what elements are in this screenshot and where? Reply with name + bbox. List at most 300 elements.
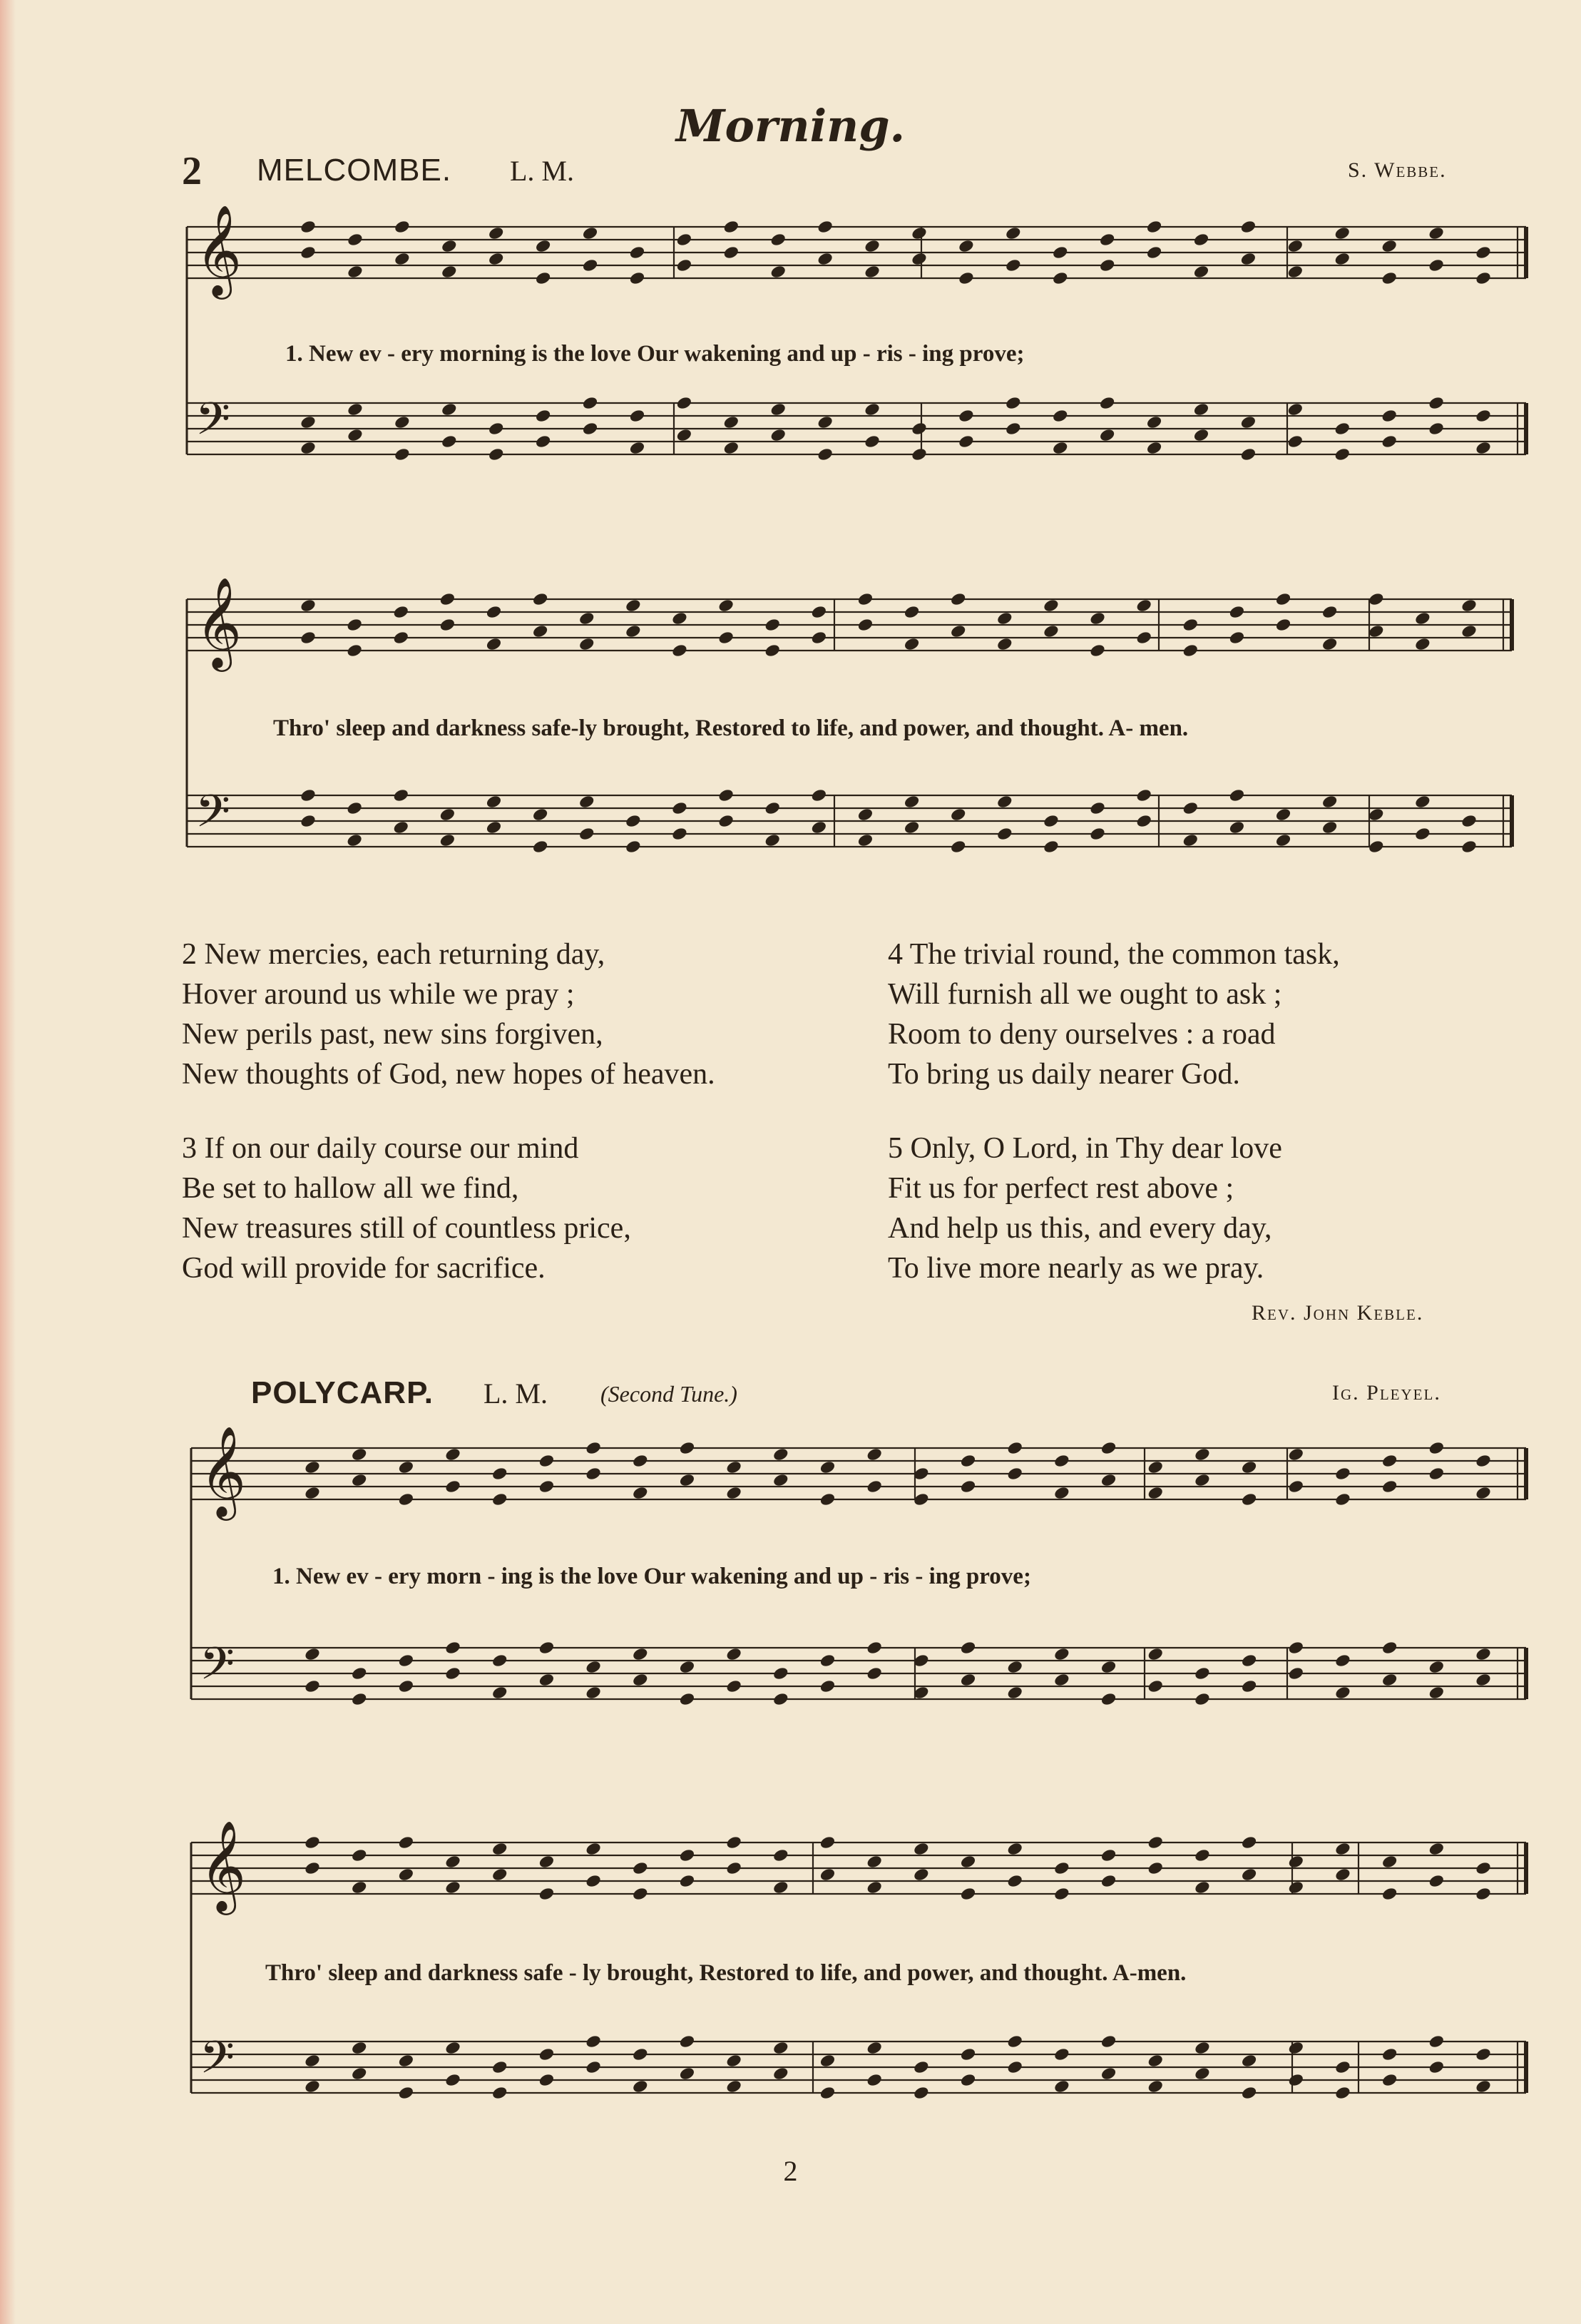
note-head [725, 1646, 742, 1661]
note-head [625, 623, 642, 638]
note-head [1228, 630, 1245, 645]
stanza-line: To bring us daily nearer God. [888, 1058, 1240, 1091]
note-head [1321, 794, 1339, 809]
treble-clef-icon: 𝄞 [195, 204, 242, 295]
note-head [1475, 2079, 1492, 2094]
note-head [1287, 1666, 1304, 1681]
note-head [532, 807, 549, 822]
note-head [996, 794, 1013, 809]
note-head [1475, 1860, 1492, 1875]
note-head [866, 1640, 883, 1655]
note-head [1381, 2047, 1398, 2061]
note-head [625, 839, 642, 854]
note-head [950, 623, 967, 638]
note-head [1475, 1886, 1492, 1901]
note-head [394, 414, 411, 429]
stanza-line: New treasures still of countless price, [182, 1212, 631, 1245]
note-head [1381, 270, 1398, 285]
note-head [1334, 421, 1351, 436]
note-head [1428, 2034, 1445, 2049]
note-head [444, 1854, 461, 1869]
note-head [1053, 1672, 1070, 1687]
note-head [866, 1854, 883, 1869]
stanza-line: Fit us for perfect rest above ; [888, 1172, 1234, 1205]
note-head [351, 2040, 368, 2055]
note-head [819, 1653, 836, 1668]
note-head [397, 1459, 414, 1474]
note-head [1100, 1691, 1117, 1706]
note-head [1475, 2047, 1492, 2061]
note-head [1241, 1835, 1258, 1850]
stanza-line: God will provide for sacrifice. [182, 1252, 546, 1285]
stanza-3 [182, 1128, 631, 1288]
note-head [535, 408, 552, 423]
note-head [632, 1860, 649, 1875]
note-head [678, 1659, 695, 1674]
stanza-5 [888, 1128, 1282, 1288]
note-head [1286, 264, 1304, 279]
note-head [1053, 1646, 1070, 1661]
note-head [1089, 611, 1106, 626]
note-head [625, 598, 642, 613]
note-head [538, 1672, 555, 1687]
note-head [1053, 1886, 1070, 1901]
note-head [1146, 440, 1163, 455]
note-head [1147, 1860, 1164, 1875]
note-head [1194, 2066, 1211, 2081]
note-head [866, 1479, 883, 1494]
note-head [764, 800, 781, 815]
note-head [578, 611, 595, 626]
note-head [538, 1886, 555, 1901]
note-head [441, 402, 458, 417]
note-head [491, 1492, 508, 1507]
note-head [817, 219, 834, 234]
note-head [1475, 440, 1492, 455]
note-head [678, 2066, 695, 2081]
note-head [351, 2066, 368, 2081]
note-head [300, 219, 317, 234]
note-head [913, 1867, 930, 1882]
note-head [1005, 258, 1022, 272]
note-head [1100, 1848, 1117, 1862]
note-head [996, 826, 1013, 841]
note-head [628, 270, 645, 285]
note-head [1287, 1854, 1304, 1869]
note-head [1146, 245, 1163, 260]
note-head [911, 421, 928, 436]
note-head [439, 591, 456, 606]
note-head [913, 1841, 930, 1856]
note-head [585, 2059, 602, 2074]
note-head [444, 1479, 461, 1494]
note-head [1241, 1653, 1258, 1668]
note-head [817, 414, 834, 429]
note-head [1005, 225, 1022, 240]
bass-clef-icon: 𝄢 [195, 392, 230, 456]
note-head [717, 813, 735, 828]
note-head [675, 232, 692, 247]
note-head [810, 820, 827, 835]
note-head [1006, 1685, 1023, 1700]
note-head [1146, 414, 1163, 429]
note-head [1053, 2047, 1070, 2061]
treble-clef-icon: 𝄞 [200, 1820, 247, 1911]
note-head [1241, 1459, 1258, 1474]
note-head [1147, 1459, 1164, 1474]
tune-name-polycarp: POLYCARP. [251, 1375, 434, 1410]
note-head [394, 447, 411, 462]
note-head [717, 788, 735, 802]
note-head [1428, 1873, 1445, 1888]
note-head [769, 427, 787, 442]
bass-clef-icon: 𝄢 [200, 1637, 235, 1701]
author-credit: Rev. John Keble. [1252, 1301, 1424, 1325]
note-head [904, 636, 921, 651]
note-head [722, 414, 740, 429]
note-head [1287, 1479, 1304, 1494]
note-head [864, 434, 881, 449]
stanza-line: 5 Only, O Lord, in Thy dear love [888, 1132, 1282, 1165]
note-head [678, 1472, 695, 1487]
note-head [394, 219, 411, 234]
note-head [347, 402, 364, 417]
note-head [585, 1440, 602, 1455]
note-head [394, 251, 411, 266]
note-head [304, 1459, 321, 1474]
note-head [950, 839, 967, 854]
note-head [300, 440, 317, 455]
note-head [585, 2034, 602, 2049]
section-title: Morning. [675, 100, 906, 152]
note-head [1005, 421, 1022, 436]
note-head [722, 440, 740, 455]
note-head [678, 2034, 695, 2049]
note-head [397, 2085, 414, 2100]
note-head [1460, 839, 1478, 854]
note-head [347, 264, 364, 279]
note-head [764, 617, 781, 632]
note-head [866, 1666, 883, 1681]
note-head [725, 1835, 742, 1850]
note-head [538, 1453, 555, 1468]
note-head [1241, 1867, 1258, 1882]
stanza-line: New perils past, new sins forgiven, [182, 1018, 603, 1051]
note-head [1286, 434, 1304, 449]
note-head [397, 1653, 414, 1668]
note-head [996, 611, 1013, 626]
note-head [538, 1854, 555, 1869]
note-head [347, 427, 364, 442]
note-head [532, 623, 549, 638]
note-head [1099, 258, 1116, 272]
note-head [819, 1678, 836, 1693]
note-head [585, 1841, 602, 1856]
note-head [1321, 604, 1339, 619]
hymn1-lyric-line1: 1. New ev - ery morning is the love Our wakening and up - ris - ing prove; [285, 341, 1025, 367]
note-head [1428, 1659, 1445, 1674]
note-head [625, 813, 642, 828]
note-head [675, 427, 692, 442]
note-head [304, 2053, 321, 2068]
note-head [1239, 251, 1257, 266]
note-head [1006, 1841, 1023, 1856]
note-head [904, 794, 921, 809]
note-head [491, 1867, 508, 1882]
note-head [1475, 270, 1492, 285]
note-head [1241, 1678, 1258, 1693]
note-head [1428, 1685, 1445, 1700]
hymn2-lyric-line1: 1. New ev - ery morn - ing is the love Our wakening and up - ris - ing prove; [272, 1564, 1031, 1589]
note-head [1100, 1873, 1117, 1888]
note-head [485, 636, 502, 651]
note-head [581, 395, 598, 410]
note-head [772, 1666, 789, 1681]
note-head [1194, 1848, 1211, 1862]
note-head [856, 807, 874, 822]
note-head [772, 1691, 789, 1706]
stanza-line: 2 New mercies, each returning day, [182, 938, 605, 971]
note-head [397, 1678, 414, 1693]
note-head [1147, 1678, 1164, 1693]
note-head [1368, 591, 1385, 606]
note-head [1239, 219, 1257, 234]
note-head [1381, 1640, 1398, 1655]
note-head [817, 251, 834, 266]
note-head [1228, 604, 1245, 619]
note-head [1368, 623, 1385, 638]
note-head [304, 2079, 321, 2094]
note-head [632, 1453, 649, 1468]
stanza-line: Hover around us while we pray ; [182, 978, 575, 1011]
note-head [632, 2079, 649, 2094]
note-head [441, 434, 458, 449]
note-head [1006, 2034, 1023, 2049]
note-head [1321, 820, 1339, 835]
note-head [671, 643, 688, 658]
note-head [772, 2066, 789, 2081]
note-head [491, 1653, 508, 1668]
note-head [1414, 826, 1431, 841]
note-head [441, 238, 458, 253]
note-head [1287, 2072, 1304, 2087]
note-head [1147, 1646, 1164, 1661]
stanza-line: 3 If on our daily course our mind [182, 1132, 579, 1165]
note-head [300, 414, 317, 429]
note-head [819, 1459, 836, 1474]
note-head [1334, 1466, 1351, 1481]
note-head [1428, 1440, 1445, 1455]
note-head [911, 225, 928, 240]
note-head [1381, 1453, 1398, 1468]
note-head [722, 219, 740, 234]
note-head [1460, 598, 1478, 613]
note-head [1334, 2059, 1351, 2074]
note-head [346, 800, 363, 815]
note-head [346, 617, 363, 632]
note-head [1099, 232, 1116, 247]
note-head [1368, 807, 1385, 822]
note-head [1053, 1860, 1070, 1875]
note-head [1194, 1691, 1211, 1706]
note-head [1475, 408, 1492, 423]
hymn-number: 2 [182, 149, 202, 193]
note-head [819, 2053, 836, 2068]
note-head [1414, 636, 1431, 651]
bass-clef-icon: 𝄢 [195, 785, 230, 848]
note-head [397, 2053, 414, 2068]
note-head [444, 1447, 461, 1462]
note-head [300, 245, 317, 260]
stanza-line: Room to deny ourselves : a road [888, 1018, 1276, 1051]
note-head [1381, 1886, 1398, 1901]
note-head [675, 258, 692, 272]
note-head [725, 1678, 742, 1693]
note-head [1428, 421, 1445, 436]
note-head [1475, 1672, 1492, 1687]
treble-clef-icon: 𝄞 [200, 1425, 247, 1517]
note-head [532, 591, 549, 606]
note-head [1334, 2085, 1351, 2100]
note-head [1100, 2034, 1117, 2049]
note-head [1381, 238, 1398, 253]
note-head [1135, 598, 1152, 613]
stanza-line: Will furnish all we ought to ask ; [888, 978, 1282, 1011]
note-head [628, 408, 645, 423]
note-head [1100, 2066, 1117, 2081]
note-head [485, 820, 502, 835]
note-head [678, 1848, 695, 1862]
note-head [392, 788, 409, 802]
note-head [819, 1835, 836, 1850]
note-head [717, 598, 735, 613]
note-head [1006, 1466, 1023, 1481]
note-head [351, 1447, 368, 1462]
note-head [1053, 1485, 1070, 1500]
note-head [1334, 1653, 1351, 1668]
note-head [959, 1672, 976, 1687]
note-head [1182, 643, 1199, 658]
note-head [439, 807, 456, 822]
note-head [300, 630, 317, 645]
note-head [958, 408, 975, 423]
note-head [439, 617, 456, 632]
note-head [819, 1492, 836, 1507]
note-head [1043, 623, 1060, 638]
note-head [1053, 1453, 1070, 1468]
note-head [856, 591, 874, 606]
note-head [632, 1672, 649, 1687]
note-head [819, 1867, 836, 1882]
stanza-line: To live more nearly as we pray. [888, 1252, 1264, 1285]
note-head [628, 245, 645, 260]
note-head [535, 270, 552, 285]
note-head [1052, 270, 1069, 285]
note-head [1089, 800, 1106, 815]
note-head [772, 1848, 789, 1862]
note-head [769, 264, 787, 279]
note-head [959, 2072, 976, 2087]
note-head [1135, 630, 1152, 645]
note-head [1147, 2053, 1164, 2068]
note-head [1428, 225, 1445, 240]
note-head [1182, 832, 1199, 847]
note-head [959, 1453, 976, 1468]
note-head [346, 832, 363, 847]
note-head [1194, 2040, 1211, 2055]
note-head [1194, 1472, 1211, 1487]
note-head [346, 643, 363, 658]
note-head [1460, 623, 1478, 638]
note-head [578, 826, 595, 841]
bass-clef-icon: 𝄢 [200, 2031, 235, 2094]
note-head [488, 447, 505, 462]
note-head [866, 2040, 883, 2055]
note-head [532, 839, 549, 854]
note-head [347, 232, 364, 247]
note-head [1006, 1440, 1023, 1455]
hymn1-lyric-line2: Thro' sleep and darkness safe-ly brought, Restored to life, and power, and thought. A- men. [273, 715, 1189, 741]
note-head [444, 1880, 461, 1895]
note-head [1192, 264, 1209, 279]
note-head [1334, 251, 1351, 266]
note-head [1428, 395, 1445, 410]
note-head [1194, 1880, 1211, 1895]
note-head [1274, 832, 1291, 847]
note-head [585, 1873, 602, 1888]
note-head [866, 1880, 883, 1895]
note-head [581, 421, 598, 436]
note-head [772, 2040, 789, 2055]
note-head [439, 832, 456, 847]
note-head [1334, 225, 1351, 240]
note-head [671, 826, 688, 841]
note-head [485, 794, 502, 809]
note-head [351, 1848, 368, 1862]
note-head [1475, 1485, 1492, 1500]
note-head [1053, 2079, 1070, 2094]
note-head [1100, 1472, 1117, 1487]
note-head [1287, 1880, 1304, 1895]
note-head [772, 1472, 789, 1487]
note-head [351, 1880, 368, 1895]
note-head [488, 251, 505, 266]
note-head [864, 402, 881, 417]
note-head [717, 630, 735, 645]
note-head [351, 1666, 368, 1681]
note-head [632, 1886, 649, 1901]
note-head [304, 1485, 321, 1500]
note-head [1006, 1659, 1023, 1674]
note-head [950, 807, 967, 822]
note-head [1381, 1854, 1398, 1869]
note-head [1043, 813, 1060, 828]
note-head [769, 232, 787, 247]
note-head [578, 794, 595, 809]
note-head [1043, 598, 1060, 613]
note-head [585, 1685, 602, 1700]
note-head [1428, 1841, 1445, 1856]
note-head [1241, 2085, 1258, 2100]
note-head [1052, 408, 1069, 423]
note-head [491, 1466, 508, 1481]
note-head [866, 2072, 883, 2087]
note-head [959, 2047, 976, 2061]
note-head [1334, 447, 1351, 462]
note-head [958, 270, 975, 285]
note-head [1052, 440, 1069, 455]
stanza-4 [888, 934, 1340, 1094]
